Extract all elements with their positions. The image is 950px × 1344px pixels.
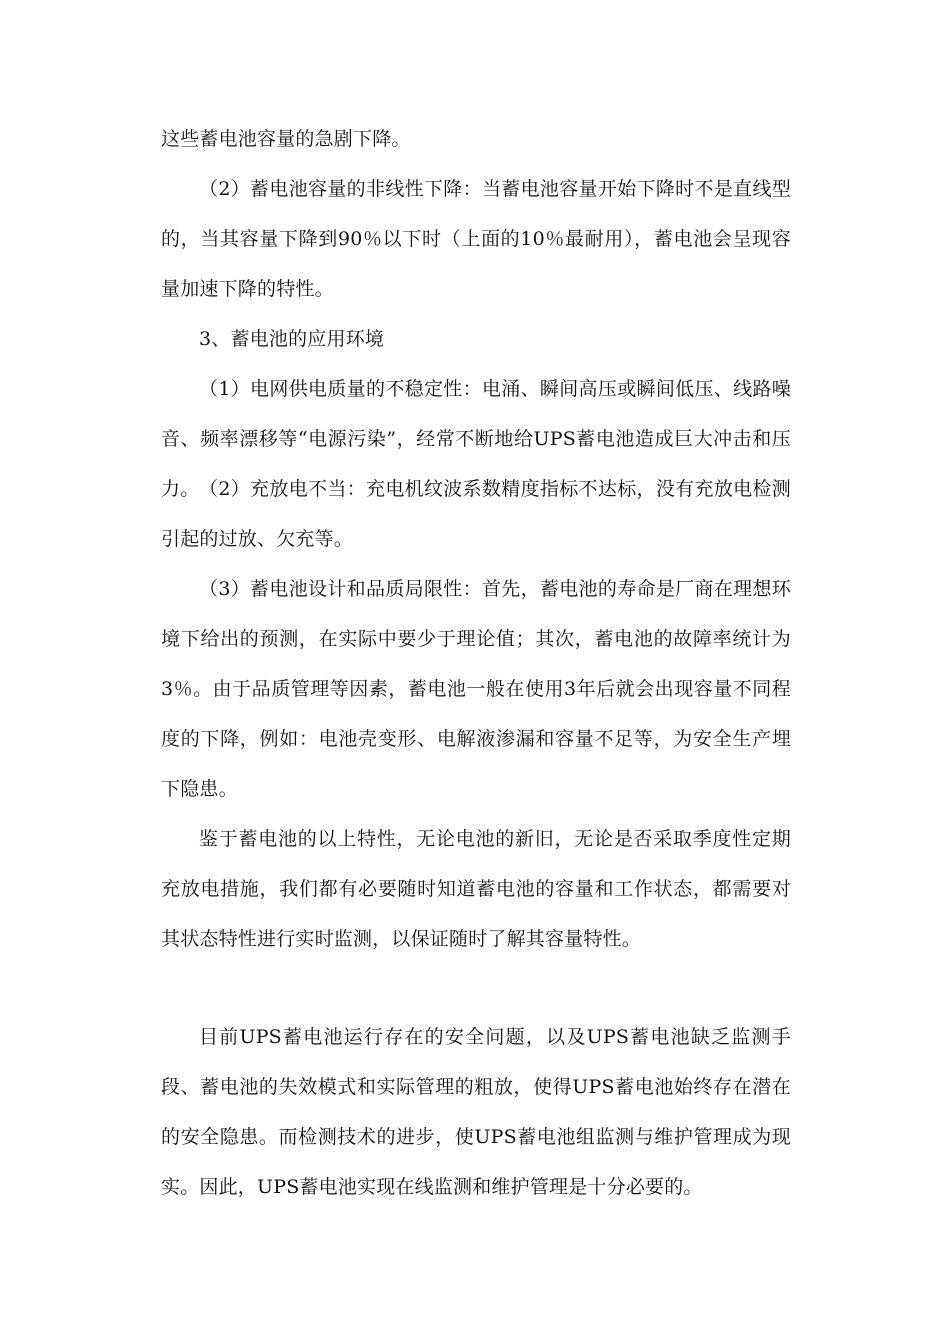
paragraph-design-quality-limits: （3）蓄电池设计和品质局限性：首先，蓄电池的寿命是厂商在理想环境下给出的预测，在实际中要少于理论值；其次，蓄电池的故障率统计为3％。由于品质管理等因素，蓄电池一般在使用3年后就会出现容量不同程度的下降，例如：电池壳变形、电解液渗漏和容量不足等，为安全生产埋下隐患。	[161, 578, 791, 800]
section-heading-application-environment: 3、蓄电池的应用环境	[199, 328, 385, 350]
paragraph-nonlinear-decline: （2）蓄电池容量的非线性下降：当蓄电池容量开始下降时不是直线型的，当其容量下降到90％以下时（上面的10％最耐用），蓄电池会呈现容量加速下降的特性。	[161, 178, 791, 300]
paragraph-grid-instability: （1）电网供电质量的不稳定性：电涌、瞬间高压或瞬间低压、线路噪音、频率漂移等“电源污染”，经常不断地给UPS蓄电池造成巨大冲击和压力。	[161, 378, 791, 500]
paragraph-continuation: 这些蓄电池容量的急剧下降。	[161, 128, 411, 150]
paragraph-ups-online-monitoring: 目前UPS蓄电池运行存在的安全问题，以及UPS蓄电池缺乏监测手段、蓄电池的失效模式和实际管理的粗放，使得UPS蓄电池始终存在潜在的安全隐患。而检测技术的进步，使UPS蓄电池组监测与维护管理成为现实。因此，UPS蓄电池实现在线监测和维护管理是十分必要的。	[161, 1026, 791, 1198]
paragraph-realtime-monitoring: 鉴于蓄电池的以上特性，无论电池的新旧，无论是否采取季度性定期充放电措施，我们都有必要随时知道蓄电池的容量和工作状态，都需要对其状态特性进行实时监测，以保证随时了解其容量特性。	[161, 828, 791, 950]
paragraph-improper-charging: （2）充放电不当：充电机纹波系数精度指标不达标，没有充放电检测引起的过放、欠充等。	[161, 478, 791, 550]
